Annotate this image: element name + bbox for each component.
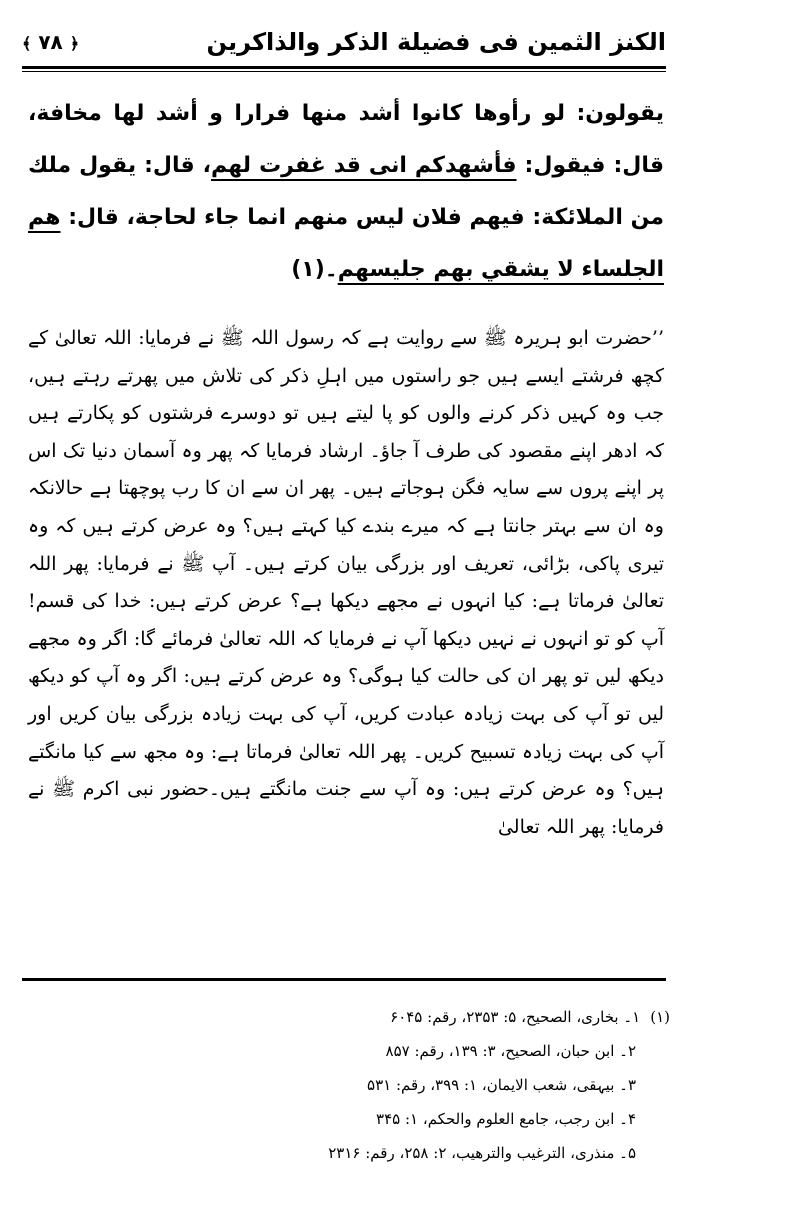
footnote-text: ۳۔ بیہقی، شعب الایمان، ۱: ۳۹۹، رقم: ۵۳۱ [367,1076,636,1094]
footnotes [250,1000,670,1170]
arabic-text-part: يقولون: لو رأوها كانوا أشد منها فرارا و أشد لها مخافة، قال: فيقول: [28,101,664,178]
page-number-value: ۷۸ [38,30,63,54]
footnote-text: ۴۔ ابن رجب، جامع العلوم والحکم، ۱: ۳۴۵ [376,1110,636,1128]
footnote-item [250,1000,670,1034]
arabic-underlined-phrase: هم الجلساء لا يشقي بهم جليسهم [28,205,664,282]
arabic-hadith-text [28,88,664,296]
ornament-left: ﴾ [22,34,32,53]
footnote-item [250,1136,670,1170]
page-number [22,30,79,54]
footnote-separator [22,978,666,981]
header-rule-thin [22,71,666,72]
header-rule-thick [22,66,666,69]
footnote-item [250,1068,670,1102]
footnote-text: ۲۔ ابن حبان، الصحیح، ۳: ۱۳۹، رقم: ۸۵۷ [385,1042,636,1060]
footnote-item [250,1102,670,1136]
arabic-underlined-phrase: فأشهدكم انى قد غفرت لهم [211,153,517,178]
footnote-reference: ۔(۱) [291,257,338,282]
footnote-marker: (۱) [650,1008,670,1026]
footnote-text: ۵۔ منذری، الترغیب والترھیب، ۲: ۲۵۸، رقم: ۲۳۱۶ [328,1144,636,1162]
ornament-right: ﴿ [69,34,80,53]
book-title: الكنز الثمين فى فضيلة الذكر والذاكرين [206,28,666,56]
footnote-item [250,1034,670,1068]
arabic-text-part: ، قال: يقول ملك من الملائكة: فيهم فلان ليس منهم انما جاء لحاجة، قال: [28,153,664,230]
urdu-translation: ’’حضرت ابو ہریرہ ﷺ سے روایت ہے کہ رسول اللہ ﷺ نے فرمایا: اللہ تعالیٰ کے کچھ فرشتے ایسے ہیں جو راستوں میں اہلِ ذکر کی تلاش میں پھرتے رہتے ہیں، جب وہ کہیں ذکر کرنے والوں کو پا لیتے ہیں تو دوسرے فرشتوں کو پکارتے ہیں کہ ادھر اپنے مقصود کی طرف آ جاؤ۔ ارشاد فرمایا کہ پھر وہ آسمان دنیا تک اس پر اپنے پروں سے سایہ فگن ہوجاتے ہیں۔ پھر ان سے ان کا رب پوچھتا ہے حالانکہ وہ ان سے بہتر جانتا ہے کہ میرے بندے کیا کہتے ہیں؟ وہ عرض کرتے ہیں کہ وہ تیری پاکی، بڑائی، تعریف اور بزرگی بیان کرتے ہیں۔ آپ ﷺ نے فرمایا: پھر اللہ تعالیٰ فرماتا ہے: کیا انہوں نے مجھے دیکھا ہے؟ عرض کرتے ہیں: خدا کی قسم! آپ کو تو انہوں نے نہیں دیکھا آپ نے فرمایا کہ اللہ تعالیٰ فرمائے گا: اگر وہ مجھے دیکھ لیں تو پھر ان کی حالت کیا ہوگی؟ وہ عرض کرتے ہیں: اگر وہ آپ کو دیکھ لیں تو آپ کی بہت زیادہ عبادت کریں، آپ کی بہت زیادہ بزرگی بیان کریں اور آپ کی بہت زیادہ تسبیح کریں۔ پھر اللہ تعالیٰ فرماتا ہے: وہ مجھ سے کیا مانگتے ہیں؟ وہ عرض کرتے ہیں: وہ آپ سے جنت مانگتے ہیں۔حضور نبی اکرم ﷺ نے فرمایا: پھر اللہ تعالیٰ [28,327,664,838]
running-header [22,26,666,66]
footnote-text: ۱۔ بخاری، الصحیح، ۵: ۲۳۵۳، رقم: ۶۰۴۵ [390,1008,641,1026]
